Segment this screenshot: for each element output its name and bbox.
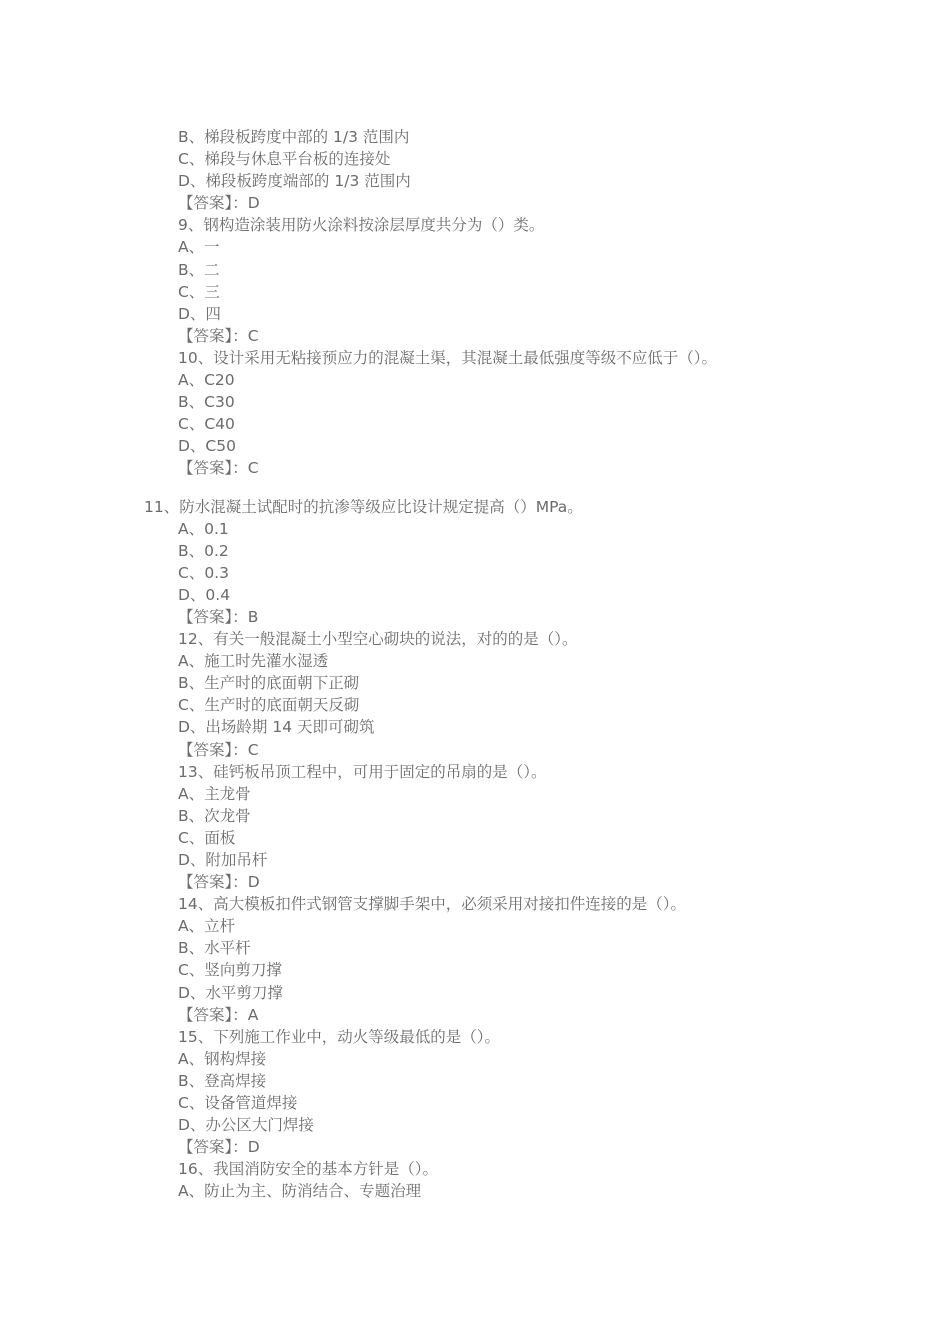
option-line: C、0.3 — [178, 563, 229, 582]
option-line: B、0.2 — [178, 541, 229, 560]
answer-line: 【答案】：C — [178, 326, 259, 345]
question-line: 15、下列施工作业中，动火等级最低的是（）。 — [178, 1027, 500, 1046]
answer-line: 【答案】：B — [178, 607, 259, 626]
option-line: D、C50 — [178, 437, 236, 456]
option-line: A、钢构焊接 — [178, 1049, 267, 1068]
paragraph-gap — [0, 480, 950, 496]
option-line: B、登高焊接 — [178, 1071, 267, 1090]
option-line: D、水平剪刀撑 — [178, 983, 283, 1002]
option-line: C、设备管道焊接 — [178, 1094, 298, 1113]
answer-line: 【答案】：D — [178, 194, 260, 213]
option-line: C、C40 — [178, 415, 235, 434]
option-line: C、三 — [178, 282, 220, 301]
answer-line: 【答案】：D — [178, 873, 260, 892]
option-line: D、出场龄期 14 天即可砌筑 — [178, 718, 375, 737]
option-line: A、C20 — [178, 371, 235, 390]
option-line: A、主龙骨 — [178, 784, 251, 803]
question-line: 13、硅钙板吊顶工程中，可用于固定的吊扇的是（）。 — [178, 762, 547, 781]
option-line: C、生产时的底面朝天反砌 — [178, 696, 360, 715]
option-line: D、附加吊杆 — [178, 851, 268, 869]
option-line: D、四 — [178, 304, 221, 323]
option-line: D、办公区大门焊接 — [178, 1116, 314, 1135]
option-line: B、梯段板跨度中部的 1/3 范围内 — [178, 128, 410, 146]
option-line: B、水平杆 — [178, 939, 251, 958]
option-line: B、生产时的底面朝下正砌 — [178, 674, 360, 693]
option-line: D、0.4 — [178, 585, 231, 604]
answer-line: 【答案】：C — [178, 459, 259, 478]
question-line: 12、有关一般混凝土小型空心砌块的说法，对的的是（）。 — [178, 630, 578, 649]
option-line: C、面板 — [178, 828, 236, 847]
answer-line: 【答案】：D — [178, 1138, 260, 1157]
option-line: C、竖向剪刀撑 — [178, 961, 282, 980]
question-line: 14、高大模板扣件式钢管支撑脚手架中，必须采用对接扣件连接的是（）。 — [178, 895, 686, 914]
question-line: 10、设计采用无粘接预应力的混凝土渠，其混凝土最低强度等级不应低于（）。 — [178, 348, 717, 367]
option-line: A、一 — [178, 238, 220, 257]
answer-line: 【答案】：C — [178, 740, 259, 759]
option-line: B、二 — [178, 260, 220, 279]
question-line: 11、防水混凝土试配时的抗渗等级应比设计规定提高（）MPa。 — [144, 497, 583, 516]
option-line: B、C30 — [178, 393, 235, 412]
option-line: A、施工时先灌水湿透 — [178, 652, 329, 671]
option-line: A、0.1 — [178, 519, 229, 538]
option-line: D、梯段板跨度端部的 1/3 范围内 — [178, 172, 411, 191]
question-line: 9、钢构造涂装用防火涂料按涂层厚度共分为（）类。 — [178, 216, 545, 235]
option-line: C、梯段与休息平台板的连接处 — [178, 150, 391, 169]
question-line: 16、我国消防安全的基本方针是（）。 — [178, 1160, 438, 1179]
option-line: B、次龙骨 — [178, 806, 251, 825]
option-line: A、防止为主、防消结合、专题治理 — [178, 1182, 422, 1201]
option-line: A、立杆 — [178, 917, 236, 936]
document-page — [0, 126, 950, 1203]
answer-line: 【答案】：A — [178, 1005, 259, 1024]
